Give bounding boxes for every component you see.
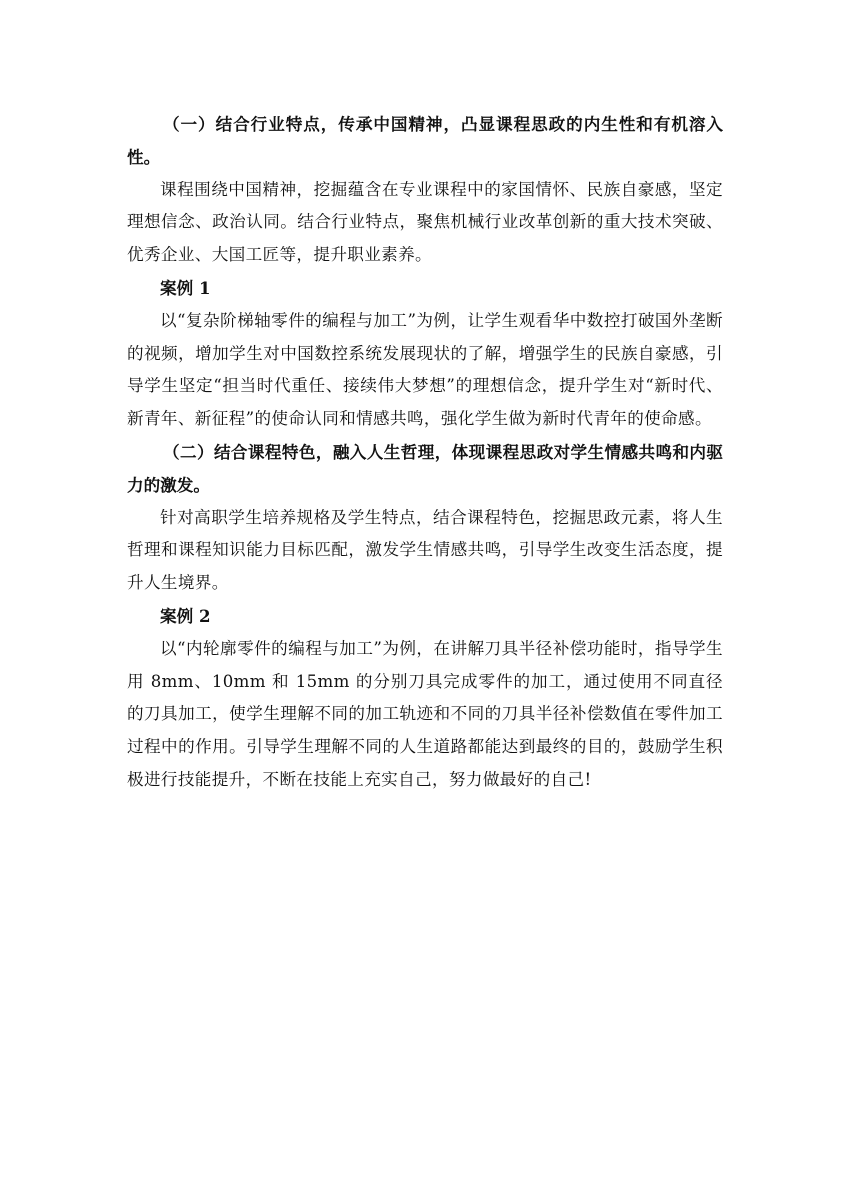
case-1-label: 案例 1 [160,277,211,298]
section-2-paragraph: 针对高职学生培养规格及学生特点，结合课程特色，挖掘思政元素，将人生哲理和课程知识能力目标匹配，激发学生情感共鸣，引导学生改变生活态度，提升人生境界。 [127,507,723,593]
section-1-paragraph: 课程围绕中国精神，挖掘蕴含在专业课程中的家国情怀、民族自豪感，坚定理想信念、政治认同。结合行业特点，聚焦机械行业改革创新的重大技术突破、优秀企业、大国工匠等，提升职业素养。 [127,179,723,265]
case-1-text: 以“复杂阶梯轴零件的编程与加工”为例，让学生观看华中数控打破国外垄断的视频，增加学生对中国数控系统发展现状的了解，增强学生的民族自豪感，引导学生坚定“担当时代重任、接续伟大梦想”的理想信念，提升学生对“新时代、新青年、新征程”的使命认同和情感共鸣，强化学生做为新时代青年的使命感。 [127,310,723,429]
section-2-heading: （二）结合课程特色，融入人生哲理，体现课程思政对学生情感共鸣和内驱力的激发。 [127,441,723,495]
case-2-label: 案例 2 [160,605,211,626]
section-1-heading: （一）结合行业特点，传承中国精神，凸显课程思政的内生性和有机溶入性。 [127,114,723,167]
document-page [127,108,723,797]
case-2-text: 以“内轮廓零件的编程与加工”为例，在讲解刀具半径补偿功能时，指导学生用 8mm、10mm 和 15mm 的分别刀具完成零件的加工，通过使用不同直径的刀具加工，使学生理解不同的加工轨迹和不同的刀具半径补偿数值在零件加工过程中的作用。引导学生理解不同的人生道路都能达到最终的目的，鼓励学生积极进行技能提升，不断在技能上充实自己，努力做最好的自己! [127,638,723,789]
